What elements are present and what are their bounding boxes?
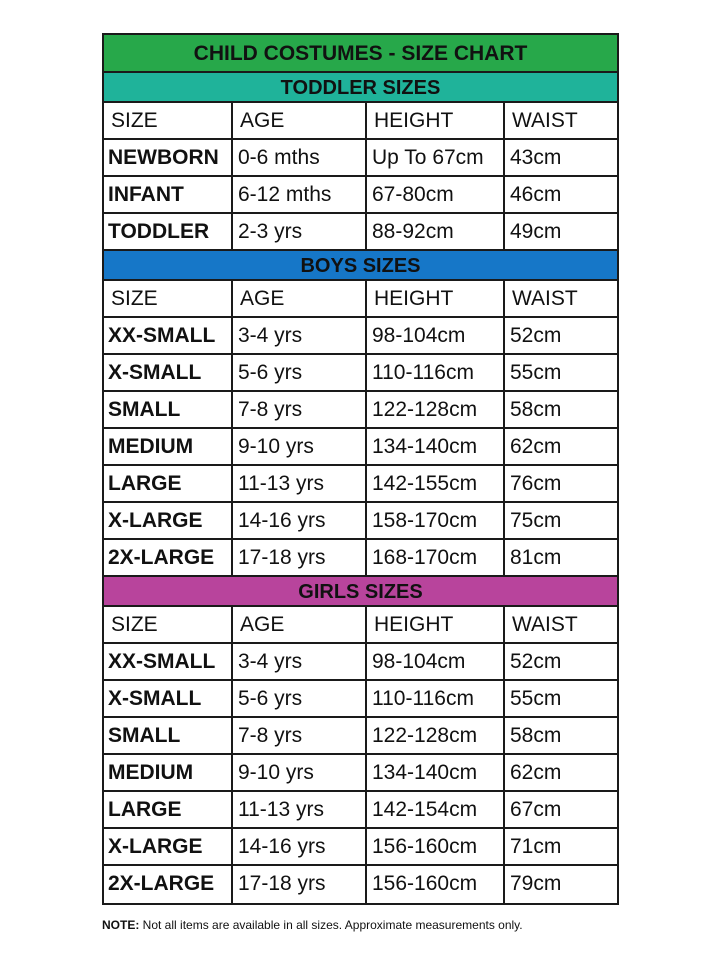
chart-title: CHILD COSTUMES - SIZE CHART (104, 35, 617, 73)
age-cell: 5-6 yrs (233, 355, 367, 390)
table-row (104, 755, 617, 792)
age-cell: 14-16 yrs (233, 503, 367, 538)
size-cell: NEWBORN (104, 140, 233, 175)
table-row (104, 318, 617, 355)
age-cell: 9-10 yrs (233, 429, 367, 464)
column-header-height: HEIGHT (367, 103, 505, 138)
waist-cell: 58cm (510, 724, 562, 747)
height-cell: 158-170cm (367, 503, 505, 538)
size-cell: SMALL (104, 392, 233, 427)
column-header-height: HEIGHT (367, 281, 505, 316)
table-row (104, 792, 617, 829)
waist-cell: 76cm (510, 472, 562, 495)
waist-cell: 43cm (510, 146, 562, 169)
column-header-waist: WAIST (512, 613, 578, 636)
boys-section-header: BOYS SIZES (104, 251, 617, 281)
table-row (104, 644, 617, 681)
column-header-waist: WAIST (512, 287, 578, 310)
footnote-text: Not all items are available in all sizes. Approximate measurements only. (139, 918, 523, 932)
toddler-column-header-row (104, 103, 617, 140)
column-header-age: AGE (233, 607, 367, 642)
table-row (104, 177, 617, 214)
waist-cell: 71cm (510, 835, 562, 858)
waist-cell: 52cm (510, 650, 562, 673)
height-cell: 110-116cm (367, 355, 505, 390)
size-cell: X-LARGE (104, 829, 233, 864)
size-sections (104, 73, 617, 903)
table-row (104, 681, 617, 718)
size-cell: XX-SMALL (104, 644, 233, 679)
height-cell: 142-154cm (367, 792, 505, 827)
column-header-age: AGE (233, 281, 367, 316)
table-row (104, 429, 617, 466)
height-cell: 156-160cm (367, 829, 505, 864)
height-cell: 122-128cm (367, 718, 505, 753)
size-chart-table (102, 33, 619, 905)
table-row (104, 540, 617, 577)
age-cell: 14-16 yrs (233, 829, 367, 864)
waist-cell: 67cm (510, 798, 562, 821)
size-cell: X-SMALL (104, 355, 233, 390)
size-cell: 2X-LARGE (104, 540, 233, 575)
age-cell: 7-8 yrs (233, 392, 367, 427)
waist-cell: 79cm (510, 872, 562, 895)
waist-cell: 55cm (510, 361, 562, 384)
age-cell: 7-8 yrs (233, 718, 367, 753)
age-cell: 3-4 yrs (233, 644, 367, 679)
column-header-waist: WAIST (512, 109, 578, 132)
toddler-section-header: TODDLER SIZES (104, 73, 617, 103)
height-cell: 98-104cm (367, 644, 505, 679)
age-cell: 11-13 yrs (233, 466, 367, 501)
table-row (104, 829, 617, 866)
age-cell: 6-12 mths (233, 177, 367, 212)
size-cell: X-SMALL (104, 681, 233, 716)
size-cell: INFANT (104, 177, 233, 212)
column-header-age: AGE (233, 103, 367, 138)
size-cell: SMALL (104, 718, 233, 753)
age-cell: 9-10 yrs (233, 755, 367, 790)
column-header-size: SIZE (104, 607, 233, 642)
height-cell: 122-128cm (367, 392, 505, 427)
size-cell: LARGE (104, 466, 233, 501)
footnote-label: NOTE: (102, 918, 140, 932)
column-header-size: SIZE (104, 103, 233, 138)
waist-cell: 58cm (510, 398, 562, 421)
height-cell: 110-116cm (367, 681, 505, 716)
height-cell: 88-92cm (367, 214, 505, 249)
table-row (104, 140, 617, 177)
waist-cell: 62cm (510, 761, 562, 784)
height-cell: 134-140cm (367, 429, 505, 464)
age-cell: 3-4 yrs (233, 318, 367, 353)
height-cell: 134-140cm (367, 755, 505, 790)
boys-column-header-row (104, 281, 617, 318)
size-cell: 2X-LARGE (104, 866, 233, 903)
column-header-size: SIZE (104, 281, 233, 316)
table-row (104, 866, 617, 903)
height-cell: 98-104cm (367, 318, 505, 353)
size-cell: MEDIUM (104, 429, 233, 464)
footnote (102, 918, 662, 932)
table-row (104, 214, 617, 251)
table-row (104, 355, 617, 392)
age-cell: 0-6 mths (233, 140, 367, 175)
size-cell: TODDLER (104, 214, 233, 249)
height-cell: 168-170cm (367, 540, 505, 575)
age-cell: 17-18 yrs (233, 866, 367, 903)
height-cell: 67-80cm (367, 177, 505, 212)
table-row (104, 466, 617, 503)
waist-cell: 75cm (510, 509, 562, 532)
girls-column-header-row (104, 607, 617, 644)
waist-cell: 52cm (510, 324, 562, 347)
age-cell: 5-6 yrs (233, 681, 367, 716)
age-cell: 2-3 yrs (233, 214, 367, 249)
waist-cell: 55cm (510, 687, 562, 710)
height-cell: Up To 67cm (367, 140, 505, 175)
height-cell: 142-155cm (367, 466, 505, 501)
size-cell: LARGE (104, 792, 233, 827)
waist-cell: 81cm (510, 546, 562, 569)
size-cell: MEDIUM (104, 755, 233, 790)
height-cell: 156-160cm (367, 866, 505, 903)
table-row (104, 503, 617, 540)
girls-section-header: GIRLS SIZES (104, 577, 617, 607)
waist-cell: 46cm (510, 183, 562, 206)
column-header-height: HEIGHT (367, 607, 505, 642)
size-cell: XX-SMALL (104, 318, 233, 353)
age-cell: 11-13 yrs (233, 792, 367, 827)
size-cell: X-LARGE (104, 503, 233, 538)
age-cell: 17-18 yrs (233, 540, 367, 575)
table-row (104, 718, 617, 755)
table-row (104, 392, 617, 429)
waist-cell: 49cm (510, 220, 562, 243)
waist-cell: 62cm (510, 435, 562, 458)
